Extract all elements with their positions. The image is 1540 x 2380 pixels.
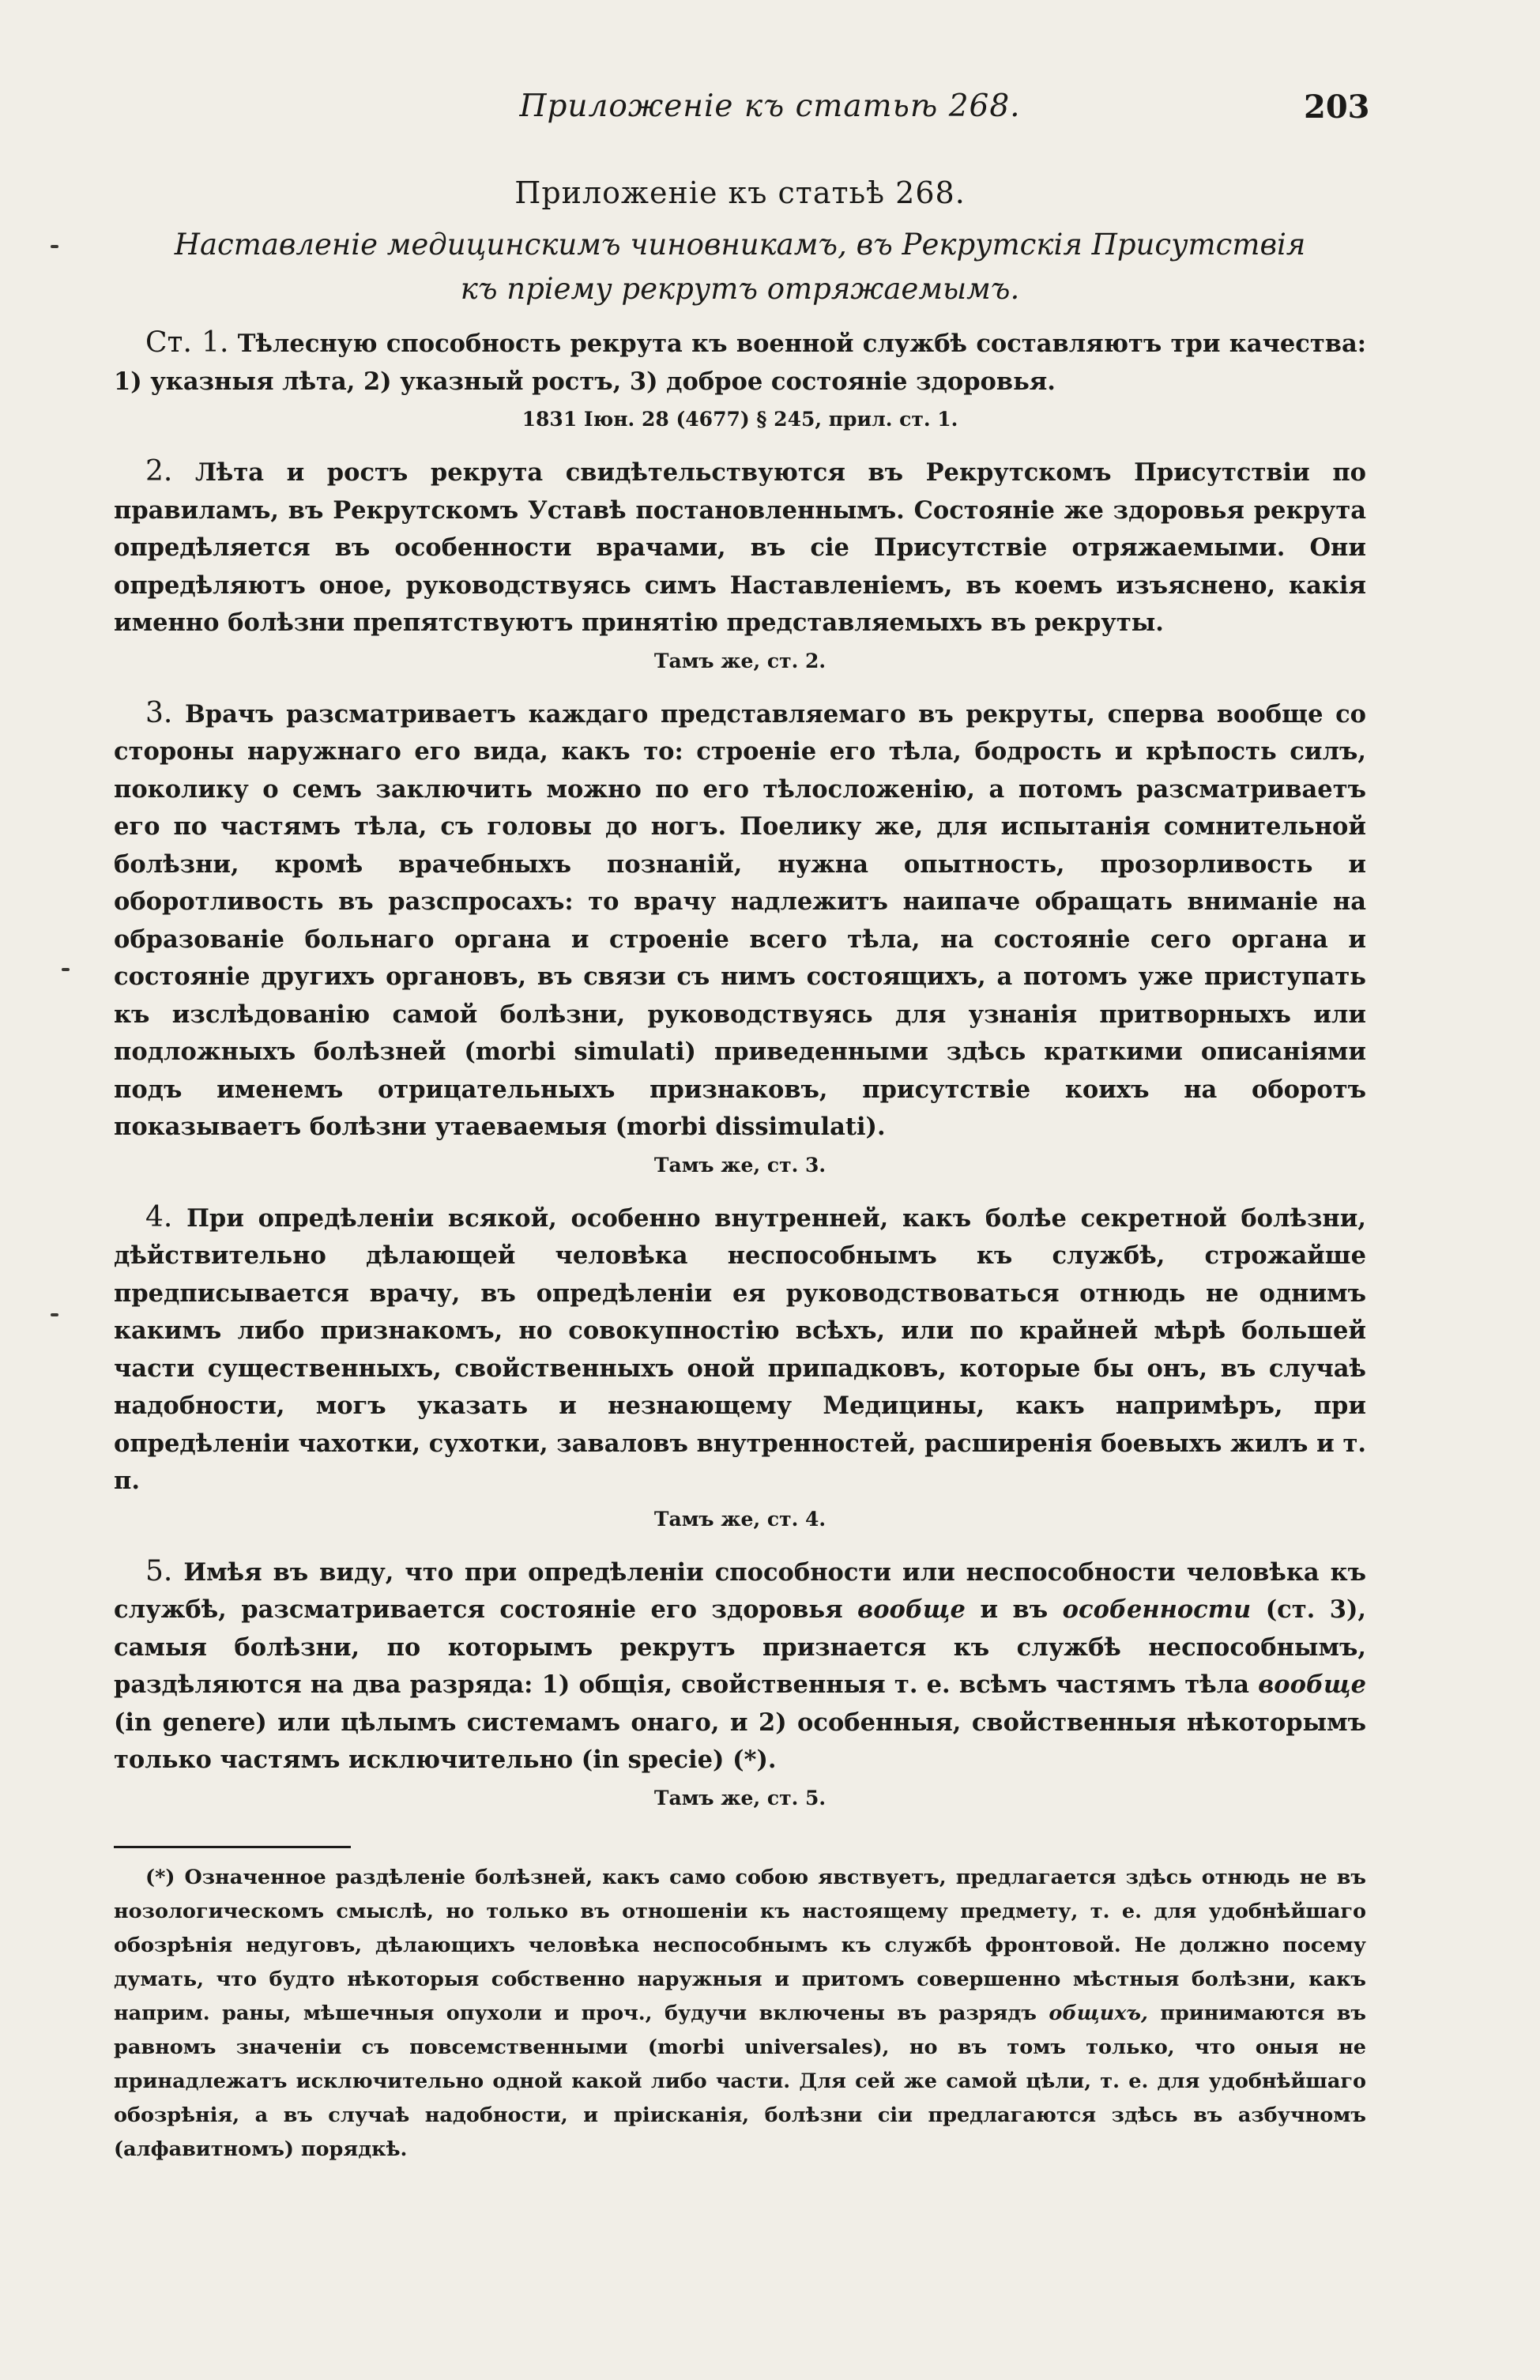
article-2 — [114, 453, 1366, 642]
footnote-text: принимаются въ равномъ значеніи съ повсемственными (morbi universales), но въ томъ только, что оныя не принадлежатъ исключительно одной какой либо части. Для сей же самой цѣли, т. е. для удобнѣйшаго обозрѣнія, а въ случаѣ надобности, и пріисканія, болѣзни сіи предлагаются здѣсь въ азбучномъ (алфавитномъ) порядкѣ. — [114, 2001, 1366, 2161]
article-text-italic: вообще — [1258, 1670, 1366, 1699]
page-number: 203 — [1304, 88, 1370, 126]
article-3 — [114, 695, 1366, 1147]
article-number: 3. — [145, 696, 173, 729]
footnote-text-italic: общихъ, — [1049, 2001, 1148, 2025]
margin-mark — [51, 1313, 58, 1316]
article-5 — [114, 1553, 1366, 1779]
margin-mark — [62, 968, 70, 971]
article-4 — [114, 1199, 1366, 1501]
article-number: Ст. 1. — [145, 326, 229, 359]
article-source: Тамъ же, ст. 4. — [653, 1507, 826, 1531]
subheading-line-2: къ пріему рекрутъ отряжаемымъ. — [460, 272, 1020, 306]
article-source: Тамъ же, ст. 5. — [653, 1786, 826, 1809]
article-text: Тѣлесную способность рекрута къ военной службѣ составляютъ три качества: 1) указныя лѣта, 2) указный ростъ, 3) доброе состояніе здоровья. — [114, 330, 1366, 396]
article-1 — [114, 324, 1366, 401]
running-title: Приложеніе къ статьѣ 268. — [519, 88, 1021, 124]
article-text-italic: особенности — [1062, 1595, 1252, 1624]
article-text: и въ — [980, 1595, 1049, 1624]
article-text: (ст. 3), самыя болѣзни, по которымъ рекрутъ признается къ службѣ неспособнымъ, раздѣляются на два разряда: 1) общія, свойственныя т. е. всѣмъ частямъ тѣла — [114, 1595, 1367, 1699]
article-number: 2. — [145, 455, 173, 488]
article-text-italic: вообще — [857, 1595, 966, 1624]
running-header — [0, 88, 1540, 136]
subheading-line-1: Наставленіе медицинскимъ чиновникамъ, въ Рекрутскія Присутствія — [174, 228, 1306, 262]
appendix-heading: Приложеніе къ статьѣ 268. — [514, 175, 966, 210]
page-body — [114, 175, 1366, 2167]
article-text: Врачъ разсматриваетъ каждаго представляемаго въ рекруты, сперва вообще со стороны наружнаго его вида, какъ то: строеніе его тѣла, бодрость и крѣпость силъ, поколику о семъ заключить можно по его тѣлосложенію, а потомъ разсматриваетъ его по частямъ тѣла, съ головы до ногъ. Поелику же, для испытанія сомнительной болѣзни, кромѣ врачебныхъ познаній, нужна опытность, прозорливость и оборотливость въ разспросахъ: то врачу надлежитъ наипаче обращать вниманіе на образованіе больнаго органа и строеніе всего тѣла, на состояніе сего органа и состояніе другихъ органовъ, въ связи съ нимъ состоящихъ, а потомъ уже приступать къ изслѣдованію самой болѣзни, руководствуясь для узнанія притворныхъ или подложныхъ болѣзней (morbi simulati) приведенными здѣсь краткими описаніями подъ именемъ отрицательныхъ признаковъ, присутствіе коихъ на оборотъ показываетъ болѣзни утаеваемыя (morbi dissimulati). — [114, 699, 1366, 1141]
article-source: Тамъ же, ст. 2. — [653, 649, 826, 672]
article-source: 1831 Іюн. 28 (4677) § 245, прил. ст. 1. — [521, 408, 958, 431]
article-text: При опредѣленіи всякой, особенно внутренней, какъ болѣе секретной болѣзни, дѣйствительно дѣлающей человѣка неспособнымъ къ службѣ, строжайше предписывается врачу, въ опредѣленіи ея руководствоваться отнюдь не однимъ какимъ либо признакомъ, но совокупностію всѣхъ, или по крайней мѣрѣ большей части существенныхъ, свойственныхъ оной припадковъ, которые бы онъ, въ случаѣ надобности, могъ указать и незнающему Медицины, какъ напримѣръ, при опредѣленіи чахотки, сухотки, заваловъ внутренностей, расширенія боевыхъ жилъ и т. п. — [114, 1203, 1366, 1495]
margin-mark — [51, 245, 58, 248]
appendix-subheading — [114, 223, 1366, 311]
article-source: Тамъ же, ст. 3. — [653, 1153, 826, 1177]
article-text: Лѣта и ростъ рекрута свидѣтельствуются въ Рекрутскомъ Присутствіи по правиламъ, въ Рекрутскомъ Уставѣ постановленнымъ. Состояніе же здоровья рекрута опредѣляется въ особенности врачами, въ сіе Присутствіе отряжаемыми. Они опредѣляютъ оное, руководствуясь симъ Наставленіемъ, въ коемъ изъяснено, какія именно болѣзни препятствуютъ принятію представляемыхъ въ рекруты. — [114, 458, 1366, 637]
article-number: 4. — [145, 1200, 173, 1233]
article-number: 5. — [145, 1554, 173, 1587]
footnote-text: (*) Означенное раздѣленіе болѣзней, какъ само собою явствуетъ, предлагается здѣсь отнюдь не въ нозологическомъ смыслѣ, но только въ отношеніи къ настоящему предмету, т. е. для удобнѣйшаго обозрѣнія недуговъ, дѣлающихъ человѣка неспособнымъ къ службѣ фронтовой. Не должно посему думать, что будто нѣкоторыя собственно наружныя и притомъ совершенно мѣстныя болѣзни, какъ наприм. раны, мѣшечныя опухоли и проч., будучи включены въ разрядъ — [114, 1865, 1366, 2025]
footnote-rule — [114, 1846, 351, 1848]
article-text: Имѣя въ виду, что при опредѣленіи способности или неспособности человѣка къ службѣ, разсматривается состояніе его здоровья — [114, 1557, 1366, 1624]
footnote — [114, 1861, 1366, 2167]
article-text: (in genere) или цѣлымъ системамъ онаго, и 2) особенныя, свойственныя нѣкоторымъ только частямъ исключительно (in specie) (*). — [114, 1708, 1366, 1774]
